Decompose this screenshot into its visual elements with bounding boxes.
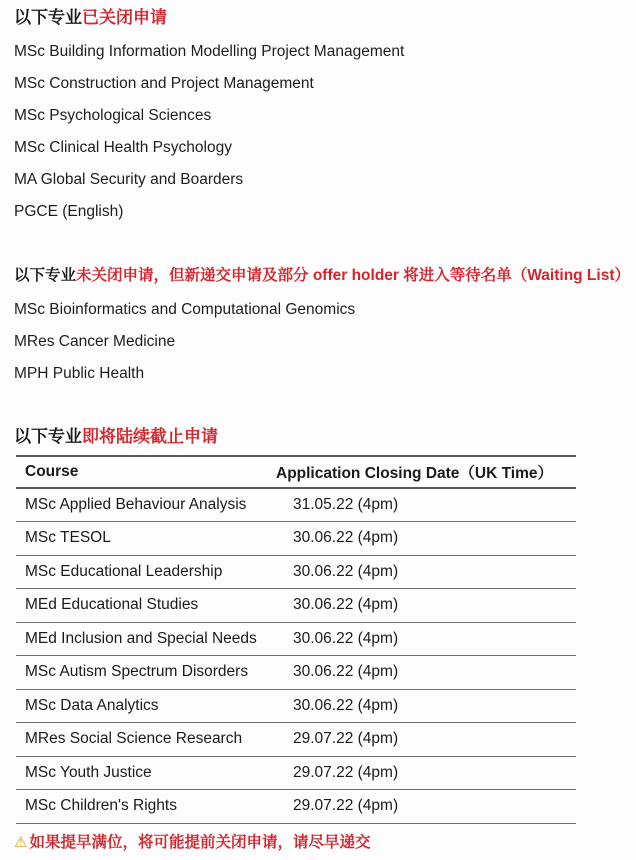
course-cell: MSc TESOL <box>25 529 111 547</box>
table-row <box>16 790 576 824</box>
closed-program-list <box>14 36 622 228</box>
table-row <box>16 622 576 656</box>
waiting-program-list <box>14 294 622 390</box>
heading-highlight: 未关闭申请，但新递交申请及部分 offer holder 将进入等待名单（Waiting List） <box>76 267 630 284</box>
course-cell: MSc Data Analytics <box>25 696 159 714</box>
table-row <box>16 488 576 522</box>
section-closing-soon-heading <box>14 427 622 447</box>
course-cell: MSc Applied Behaviour Analysis <box>25 496 247 513</box>
table-header-date: Application Closing Date（UK Time） <box>276 465 554 482</box>
list-item: MSc Clinical Health Psychology <box>14 139 232 156</box>
table-row <box>16 723 576 757</box>
course-cell: MSc Educational Leadership <box>25 562 223 580</box>
course-cell: MRes Social Science Research <box>25 730 243 748</box>
warning-note <box>14 833 622 853</box>
table-row <box>16 656 576 690</box>
heading-prefix: 以下专业 <box>14 267 77 284</box>
table-row <box>16 689 576 723</box>
list-item: MRes Cancer Medicine <box>14 333 176 350</box>
date-cell: 30.06.22 (4pm) <box>293 696 399 714</box>
course-cell: MSc Youth Justice <box>25 763 152 781</box>
heading-highlight: 即将陆续截止申请 <box>82 427 218 446</box>
heading-prefix: 以下专业 <box>14 8 82 27</box>
list-item: MSc Psychological Sciences <box>14 107 212 124</box>
date-cell: 30.06.22 (4pm) <box>293 562 399 580</box>
heading-prefix: 以下专业 <box>14 427 82 446</box>
date-cell: 30.06.22 (4pm) <box>293 596 399 614</box>
date-cell: 31.05.22 (4pm) <box>293 496 399 513</box>
course-cell: MEd Educational Studies <box>25 596 199 614</box>
date-cell: 29.07.22 (4pm) <box>293 730 399 748</box>
table-row <box>16 756 576 790</box>
warning-icon: ⚠ <box>14 833 28 851</box>
date-cell: 29.07.22 (4pm) <box>293 797 399 815</box>
warning-text: 如果提早满位，将可能提前关闭申请，请尽早递交 <box>29 833 371 851</box>
table-row <box>16 589 576 623</box>
table-header-course: Course <box>25 463 79 480</box>
course-cell: MEd Inclusion and Special Needs <box>25 629 257 647</box>
table-row <box>16 555 576 589</box>
date-cell: 30.06.22 (4pm) <box>293 529 399 547</box>
table-row <box>16 522 576 556</box>
section-closed-heading <box>14 8 622 28</box>
list-item: MA Global Security and Boarders <box>14 171 244 188</box>
table-header-row <box>16 456 576 488</box>
closing-date-table <box>16 455 576 824</box>
date-cell: 30.06.22 (4pm) <box>293 629 399 647</box>
list-item: MSc Bioinformatics and Computational Genomics <box>14 301 356 318</box>
heading-highlight: 已关闭申请 <box>82 8 167 27</box>
course-cell: MSc Autism Spectrum Disorders <box>25 663 249 681</box>
date-cell: 29.07.22 (4pm) <box>293 763 399 781</box>
section-waiting-heading <box>14 266 630 286</box>
course-cell: MSc Children's Rights <box>25 797 177 815</box>
list-item: MPH Public Health <box>14 365 145 382</box>
list-item: MSc Construction and Project Management <box>14 75 314 92</box>
list-item: PGCE (English) <box>14 203 124 220</box>
list-item: MSc Building Information Modelling Project Management <box>14 43 405 60</box>
date-cell: 30.06.22 (4pm) <box>293 663 399 681</box>
